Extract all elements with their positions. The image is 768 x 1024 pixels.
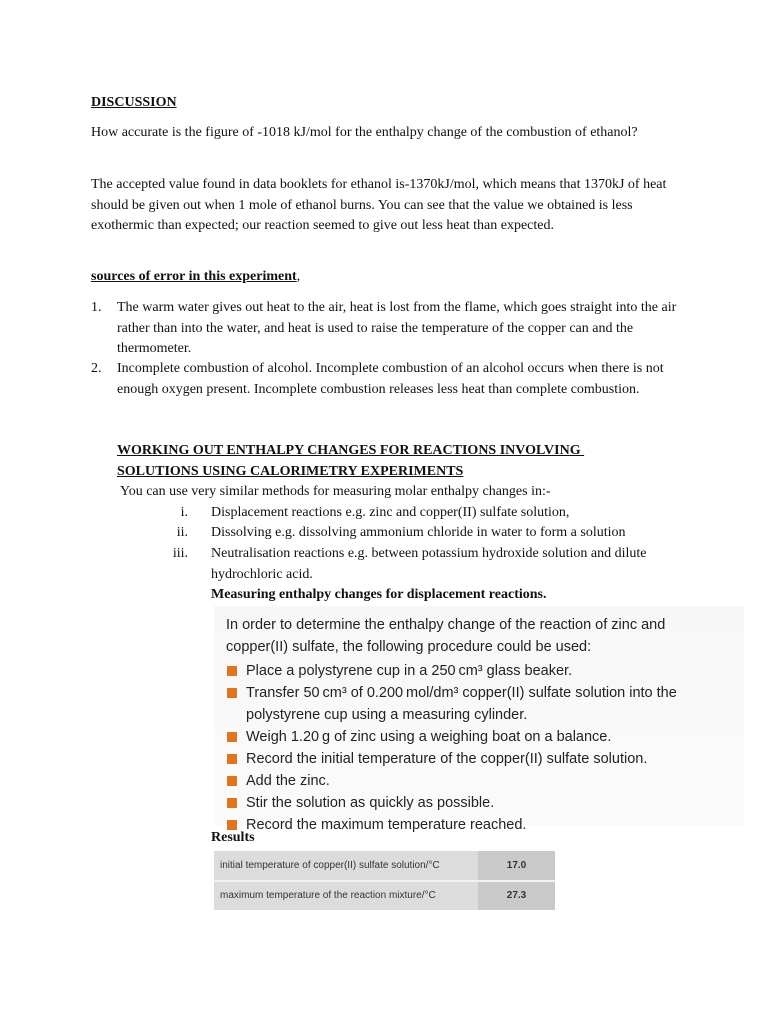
procedure-step-text: Record the maximum temperature reached. [246, 817, 527, 833]
method-list-number: i. [180, 505, 188, 520]
method-list-text: Neutralisation reactions e.g. between potassium hydroxide solution and dilute hydrochloric acid. [211, 546, 647, 582]
method-list-number: iii. [172, 546, 188, 561]
method-list-item [150, 523, 670, 544]
error-list-number: 2. [91, 361, 102, 376]
results-table [214, 851, 555, 910]
square-bullet-icon [227, 666, 237, 676]
procedure-figure [214, 606, 744, 833]
procedure-step [226, 748, 744, 770]
procedure-step-text: Place a polystyrene cup in a 250 cm³ glass beaker. [246, 663, 573, 679]
method-list-item [150, 503, 670, 524]
square-bullet-icon [227, 688, 237, 698]
working-heading-line1: WORKING OUT ENTHALPY CHANGES FOR REACTIONS INVOLVING [117, 443, 585, 458]
results-label: initial temperature of copper(II) sulfate solution/°C [214, 851, 478, 881]
error-list-number: 1. [91, 300, 102, 315]
procedure-step-text: Stir the solution as quickly as possible. [246, 795, 495, 811]
discussion-heading: DISCUSSION [91, 95, 177, 110]
procedure-step [226, 792, 744, 814]
error-list-item [91, 298, 681, 360]
working-heading-line2: SOLUTIONS USING CALORIMETRY EXPERIMENTS [117, 464, 464, 479]
error-list-text: Incomplete combustion of alcohol. Incomplete combustion of an alcohol occurs when there is not enough oxygen present. Incomplete combustion releases less heat than complete combustion. [117, 361, 664, 397]
procedure-step-text: Weigh 1.20 g of zinc using a weighing boat on a balance. [246, 729, 612, 745]
discussion-question: How accurate is the figure of -1018 kJ/mol for the enthalpy change of the combustion of ethanol? [91, 125, 638, 140]
method-list-item [150, 544, 650, 585]
sources-heading: sources of error in this experiment [91, 269, 297, 284]
procedure-step [226, 726, 744, 748]
working-intro: You can use very similar methods for measuring molar enthalpy changes in:- [120, 484, 551, 499]
sources-heading-suffix: , [296, 269, 301, 284]
procedure-step-text: Record the initial temperature of the copper(II) sulfate solution. [246, 751, 648, 767]
procedure-step [226, 682, 744, 726]
procedure-step-text: Add the zinc. [246, 773, 330, 789]
results-value: 27.3 [478, 881, 555, 911]
procedure-intro-line: In order to determine the enthalpy change of the reaction of zinc and [226, 617, 666, 633]
procedure-step [226, 770, 744, 792]
procedure-step [226, 660, 744, 682]
procedure-step-text: Transfer 50 cm³ of 0.200 mol/dm³ copper(II) sulfate solution into the [246, 685, 677, 701]
error-list-text: The warm water gives out heat to the air, heat is lost from the flame, which goes straight into the air rather than into the water, and heat is used to raise the temperature of the copper can and the thermometer. [117, 300, 677, 356]
measuring-heading: Measuring enthalpy changes for displacement reactions. [211, 587, 547, 602]
procedure-step-continuation: polystyrene cup using a measuring cylinder. [246, 707, 528, 723]
procedure-intro-line: copper(II) sulfate, the following procedure could be used: [226, 639, 592, 655]
square-bullet-icon [227, 754, 237, 764]
method-list-text: Displacement reactions e.g. zinc and copper(II) sulfate solution, [211, 505, 570, 520]
sources-heading-line [91, 267, 300, 288]
table-row [214, 851, 555, 881]
procedure-intro [226, 614, 744, 658]
error-list-item [91, 359, 681, 400]
results-label: maximum temperature of the reaction mixture/°C [214, 881, 478, 911]
square-bullet-icon [227, 732, 237, 742]
table-row [214, 881, 555, 911]
method-list-text: Dissolving e.g. dissolving ammonium chloride in water to form a solution [211, 525, 626, 540]
square-bullet-icon [227, 798, 237, 808]
results-value: 17.0 [478, 851, 555, 881]
discussion-answer: The accepted value found in data booklets for ethanol is-1370kJ/mol, which means that 1370kJ of heat should be given out when 1 mole of ethanol burns. You can see that the value we obtained is less exothermic than expected; our reaction seemed to give out less heat than expected. [91, 177, 667, 233]
results-heading: Results [211, 830, 255, 845]
method-list-number: ii. [176, 525, 188, 540]
procedure-step [226, 814, 744, 836]
square-bullet-icon [227, 776, 237, 786]
